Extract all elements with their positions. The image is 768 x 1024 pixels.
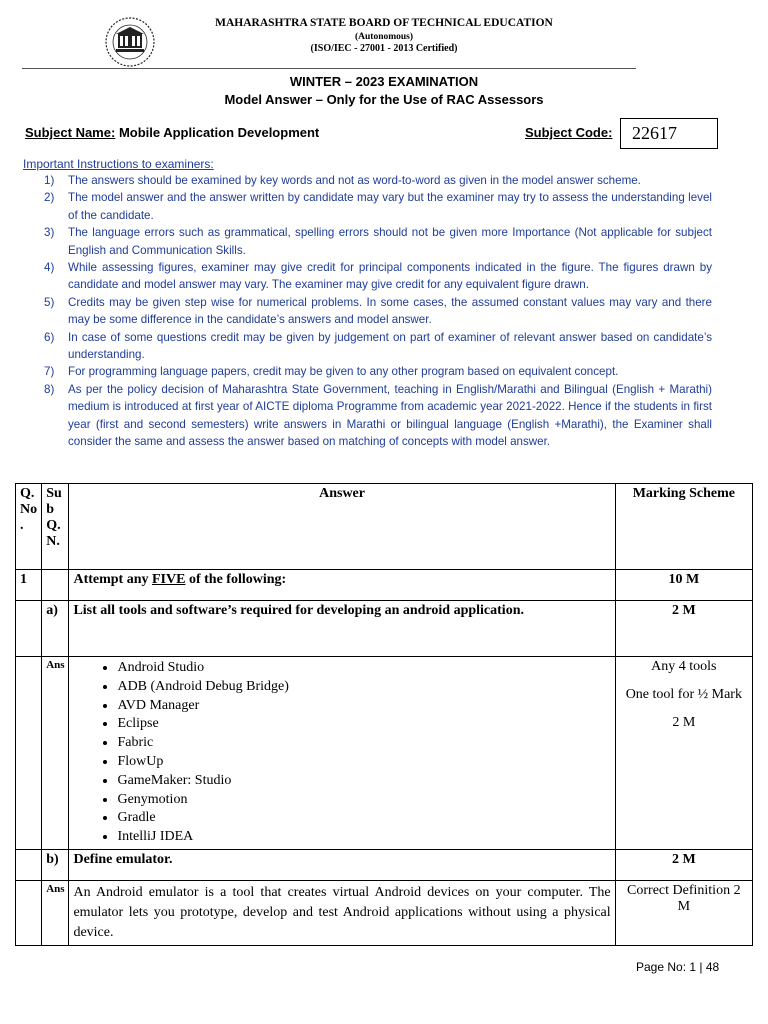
- msbte-logo: [104, 16, 156, 68]
- list-item: • IntelliJ IDEA: [117, 828, 610, 847]
- header-q-no: Q. No .: [16, 484, 42, 570]
- subject-code-label: Subject Code:: [525, 125, 613, 140]
- table-row: [16, 880, 753, 945]
- qb-scheme: Correct Definition 2 M: [615, 880, 752, 945]
- instruction-item: 6) In case of some questions credit may be given by judgement on part of examiner of relevant answer based on candidate’s understanding.: [44, 330, 712, 362]
- instruction-item: 8) As per the policy decision of Maharashtra State Government, teaching in English/Marathi and Bilingual (English + Marathi) medium is introduced at first year of AICTE diploma Programme from academic year 2021-2022. Hence if the students in first year (first and second semesters) write answers in Marathi or bilingual language (English +Marathi), the Examiner shall consider the same and assess the answer based on matching of concepts with model answer.: [44, 382, 712, 449]
- list-item: • Android Studio: [117, 659, 610, 678]
- empty-cell: [16, 657, 42, 850]
- q1-marks: 10 M: [615, 570, 752, 601]
- empty-cell: [16, 601, 42, 657]
- list-item: • Fabric: [117, 734, 610, 753]
- subject-code-value: 22617: [620, 118, 718, 149]
- instruction-item: 2) The model answer and the answer written by candidate may vary but the examiner may try to assess the understanding level of the candidate.: [44, 191, 712, 222]
- subject-name-row: [25, 125, 319, 140]
- board-title: MAHARASHTRA STATE BOARD OF TECHNICAL EDUCATION: [215, 17, 553, 29]
- answer-table: [15, 483, 753, 946]
- qa-answer: [69, 657, 615, 850]
- list-item: • Genymotion: [117, 791, 610, 810]
- list-item: • Eclipse: [117, 715, 610, 734]
- scheme-line: 2 M: [672, 715, 696, 730]
- autonomous-label: (Autonomous): [354, 32, 414, 42]
- instruction-item: 4) While assessing figures, examiner may give credit for principal components indicated in the figure. The figures drawn by candidate and model answer may vary. The examiner may give credit for any equivalent figure drawn.: [44, 261, 712, 292]
- list-item: • FlowUp: [117, 753, 610, 772]
- exam-title: WINTER – 2023 EXAMINATION: [289, 74, 479, 89]
- header-sub-q: Su b Q. N.: [42, 484, 69, 570]
- qb-sub: b): [42, 849, 69, 880]
- table-row: [16, 657, 753, 850]
- qa-question: List all tools and software’s required for developing an android application.: [69, 601, 615, 657]
- qb-answer: An Android emulator is a tool that creates virtual Android devices on your computer. The emulator lets you prototype, develop and test Android applications without using a physical device.: [69, 880, 615, 945]
- list-item: • ADB (Android Debug Bridge): [117, 678, 610, 697]
- empty-cell: [16, 849, 42, 880]
- qb-question: Define emulator.: [69, 849, 615, 880]
- empty-cell: [42, 570, 69, 601]
- qa-scheme: [615, 657, 752, 850]
- scheme-line: One tool for ½ Mark: [625, 687, 742, 702]
- iso-certification: (ISO/IEC - 27001 - 2013 Certified): [310, 43, 458, 54]
- instruction-item: 7) For programming language papers, credit may be given to any other program based on equivalent concept.: [44, 365, 619, 379]
- table-row: [16, 849, 753, 880]
- instructions-list: [36, 172, 712, 451]
- tools-list: [73, 659, 610, 847]
- qb-marks: 2 M: [615, 849, 752, 880]
- qb-ans-label: Ans: [42, 880, 69, 945]
- table-header-row: [16, 484, 753, 570]
- scheme-line: Any 4 tools: [651, 659, 717, 674]
- q1-instruction: Attempt any FIVE of the following:: [69, 570, 615, 601]
- list-item: • GameMaker: Studio: [117, 772, 610, 791]
- subject-name-label: Subject Name:: [25, 125, 116, 140]
- model-answer-title: Model Answer – Only for the Use of RAC Assessors: [224, 92, 544, 107]
- instruction-item: 5) Credits may be given step wise for numerical problems. In some cases, the assumed constant values may vary and there may be some difference in the candidate’s answers and model answer.: [44, 295, 712, 327]
- subject-name-value: Mobile Application Development: [118, 125, 320, 140]
- header-answer: Answer: [69, 484, 615, 570]
- table-row: [16, 570, 753, 601]
- instructions-title: Important Instructions to examiners:: [23, 157, 214, 171]
- header-marking-scheme: Marking Scheme: [615, 484, 752, 570]
- qa-marks: 2 M: [615, 601, 752, 657]
- instruction-item: 1) The answers should be examined by key words and not as word-to-word as given in the model answer scheme.: [44, 174, 641, 187]
- header-divider: [22, 68, 636, 69]
- list-item: • AVD Manager: [117, 697, 610, 716]
- qa-ans-label: Ans: [42, 657, 69, 850]
- qa-sub: a): [42, 601, 69, 657]
- list-item: • Gradle: [117, 809, 610, 828]
- q1-number: 1: [16, 570, 42, 601]
- table-row: [16, 601, 753, 657]
- page-number: Page No: 1 | 48: [636, 960, 720, 974]
- instruction-item: 3) The language errors such as grammatical, spelling errors should not be given more Importance (Not applicable for subject English and Communication Skills.: [44, 226, 712, 257]
- empty-cell: [16, 880, 42, 945]
